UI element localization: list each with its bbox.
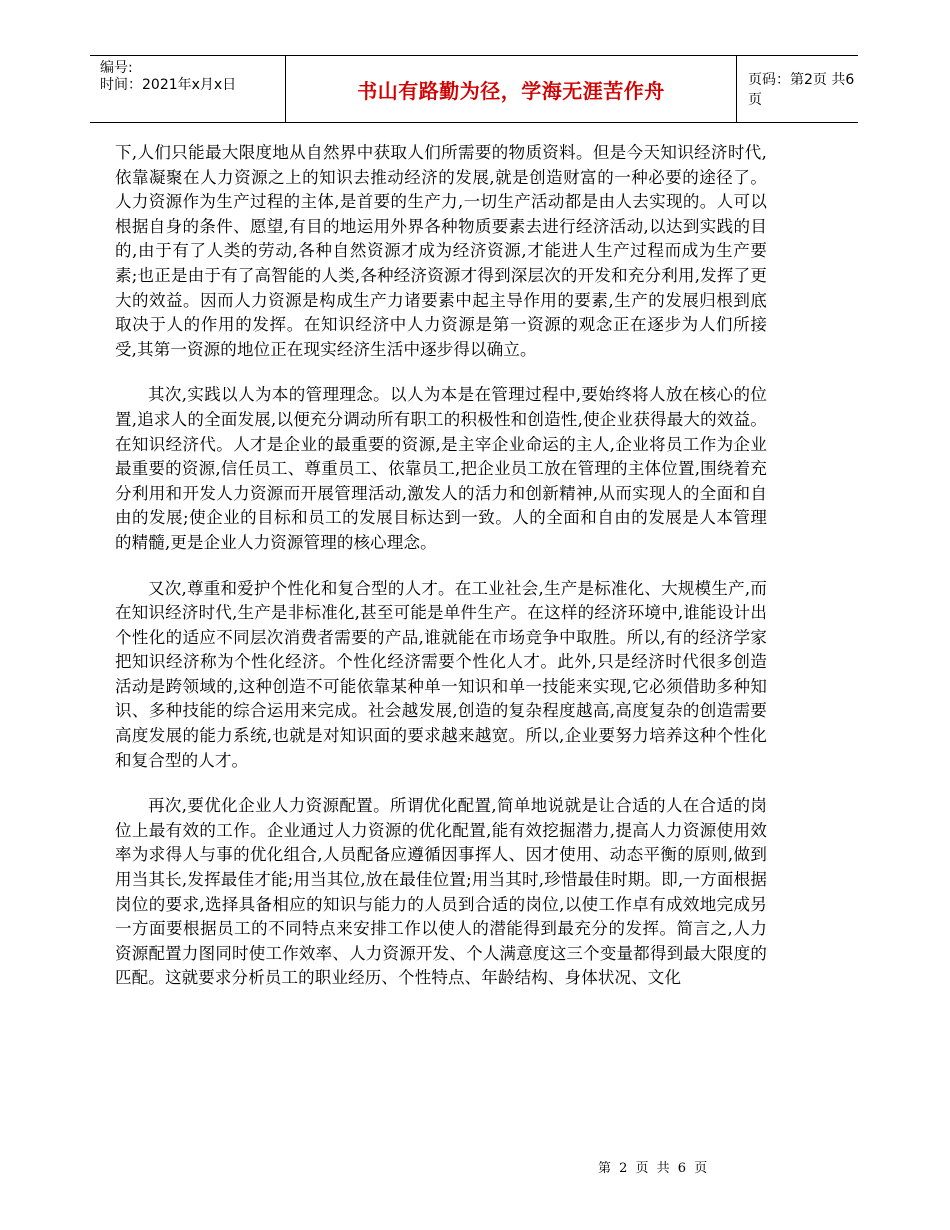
document-body xyxy=(115,141,767,991)
page-header xyxy=(90,55,858,123)
document-time-label: 时间：2021年x月x日 xyxy=(100,77,237,93)
body-paragraph: 其次,实践以人为本的管理理念。以人为本是在管理过程中,要始终将人放在核心的位置,追求人的全面发展,以便充分调动所有职工的积极性和创造性,使企业获得最大的效益。在知识经济代。人才是企业的最重要的资源,是主宰企业命运的主人,企业将员工作为企业最重要的资源,信任员工、尊重员工、依靠员工,把企业员工放在管理的主体位置,围绕着充分利用和开发人力资源而开展管理活动,激发人的活力和创新精神,从而实现人的全面和自由的发展;使企业的目标和员工的发展目标达到一致。人的全面和自由的发展是人本管理的精髓,更是企业人力资源管理的核心理念。 xyxy=(115,385,767,552)
body-paragraph: 又次,尊重和爱护个性化和复合型的人才。在工业社会,生产是标准化、大规模生产,而在知识经济时代,生产是非标准化,甚至可能是单件生产。在这样的经济环境中,谁能设计出个性化的适应不同层次消费者需要的产品,谁就能在市场竞争中取胜。所以,有的经济学家把知识经济称为个性化经济。个性化经济需要个性化人才。此外,只是经济时代很多创造活动是跨领域的,这种创造不可能依靠某种单一知识和单一技能来实现,它必须借助多种知识、多种技能的综合运用来完成。社会越发展,创造的复杂程度越高,高度复杂的创造需要高度发展的能力系统,也就是对知识面的要求越来越宽。所以,企业要努力培养这种个性化和复合型的人才。 xyxy=(115,578,767,770)
page-footer: 第 2 页 共 6 页 xyxy=(598,1161,710,1176)
document-number-label: 编号: xyxy=(100,60,133,76)
header-page-info: 页码：第2页 共6页 xyxy=(748,72,855,108)
body-paragraph: 下,人们只能最大限度地从自然界中获取人们所需要的物质资料。但是今天知识经济时代,依靠凝聚在人力资源之上的知识去推动经济的发展,就是创造财富的一种必要的途径了。人力资源作为生产过程的主体,是首要的生产力,一切生产活动都是由人去实现的。人可以根据自身的条件、愿望,有目的地运用外界各种物质要素去进行经济活动,以达到实践的目的,由于有了人类的劳动,各种自然资源才成为经济资源,才能进人生产过程而成为生产要素;也正是由于有了高智能的人类,各种经济资源才得到深层次的开发和充分利用,发挥了更大的效益。因而人力资源是构成生产力诸要素中起主导作用的要素,生产的发展归根到底取决于人的作用的发挥。在知识经济中人力资源是第一资源的观念正在逐步为人们所接受,其第一资源的地位正在现实经济生活中逐步得以确立。 xyxy=(115,143,767,359)
header-motto: 书山有路勤为径，学海无涯苦作舟 xyxy=(285,56,737,122)
header-left-cell xyxy=(100,56,280,122)
body-paragraph: 再次,要优化企业人力资源配置。所谓优化配置,简单地说就是让合适的人在合适的岗位上最有效的工作。企业通过人力资源的优化配置,能有效挖掘潜力,提高人力资源使用效率为求得人与事的优化组合,人员配备应遵循因事挥人、因才使用、动态平衡的原则,做到用当其长,发挥最佳才能;用当其位,放在最佳位置;用当其时,珍惜最佳时期。即,一方面根据岗位的要求,选择具备相应的知识与能力的人员到合适的岗位,以使工作卓有成效地完成另一方面要根据员工的不同特点来安排工作以使人的潜能得到最充分的发挥。简言之,人力资源配置力图同时使工作效率、人力资源开发、个人满意度这三个变量都得到最大限度的匹配。这就要求分析员工的职业经历、个性特点、年龄结构、身体状况、文化 xyxy=(115,796,767,988)
